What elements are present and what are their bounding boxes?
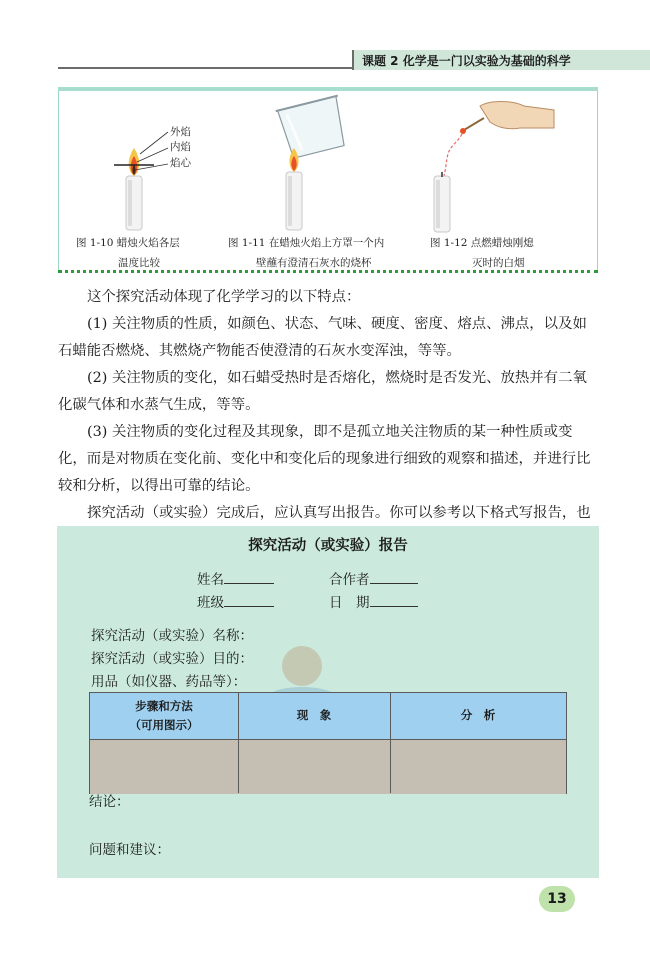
name-blank[interactable]: [224, 570, 274, 584]
fig-1-11-caption-line1: 图 1-11 在蜡烛火焰上方罩一个内: [228, 237, 385, 249]
fig-1-11-caption-line2: 壁蘸有澄清石灰水的烧杯: [256, 257, 372, 269]
date-blank[interactable]: [370, 593, 418, 607]
date-label: 日 期: [329, 595, 370, 611]
lesson-title: 课题 2 化学是一门以实验为基础的科学: [362, 53, 571, 68]
point-1-paragraph: (1) 关注物质的性质，如颜色、状态、气味、硬度、密度、熔点、沸点，以及如石蜡能否燃烧、其燃烧产物能否使澄清的石灰水变浑浊，等等。: [58, 316, 587, 359]
fig-1-12-caption-line1: 图 1-12 点燃蜡烛刚熄: [430, 237, 534, 249]
partner-field: [329, 568, 418, 588]
point-2-paragraph: (2) 关注物质的变化，如石蜡受热时是否熔化，燃烧时是否发光、放热并有二氧化碳气体和水蒸气生成，等等。: [58, 370, 587, 413]
body-text: [58, 284, 598, 554]
intro-paragraph: 这个探究活动体现了化学学习的以下特点：: [87, 289, 361, 305]
report-template: [57, 526, 599, 878]
fig-1-10-caption-line1: 图 1-10 蜡烛火焰各层: [76, 237, 180, 249]
fig-1-10-caption: [76, 233, 216, 273]
figure-panel-top-border: [58, 87, 598, 91]
partner-blank[interactable]: [370, 570, 418, 584]
lesson-header: [352, 50, 650, 70]
fig-1-11-beaker-illustration: [270, 94, 360, 234]
name-field: [197, 568, 274, 588]
page-number: 13: [539, 886, 575, 912]
class-blank[interactable]: [224, 593, 274, 607]
name-label: 姓名: [197, 572, 224, 588]
closing-paragraph: 探究活动（或实验）完成后，应认真写出报告。你可以参考以下格式写报告，也: [87, 505, 591, 521]
fig-1-10-label-core: 焰心: [170, 157, 191, 169]
fig-1-10-label-outer: 外焰: [170, 126, 191, 138]
point-3-paragraph: (3) 关注物质的变化过程及其现象，即不是孤立地关注物质的某一种性质或变化，而是对物质在变化前、变化中和变化后的现象进行细致的观察和描述，并进行比较和分析，以得出可靠的结论。: [58, 424, 591, 494]
table-header-steps: [90, 697, 238, 735]
partner-label: 合作者: [329, 572, 370, 588]
questions-label: 问题和建议：: [89, 842, 170, 858]
fig-1-12-caption-line2: 灭时的白烟: [472, 257, 525, 269]
fig-1-12-caption: [430, 233, 580, 273]
table-header-steps-line2: （可用图示）: [129, 718, 199, 732]
fig-1-10-label-middle: 内焰: [170, 141, 191, 153]
report-title: 探究活动（或实验）报告: [248, 538, 408, 554]
class-field: [197, 591, 274, 611]
report-table: [89, 692, 567, 794]
table-header-phenomenon: 现 象: [296, 708, 332, 722]
supplies-label: 用品（如仪器、药品等）：: [91, 674, 247, 690]
table-header-analysis: 分 析: [460, 708, 496, 722]
table-body-row[interactable]: [90, 739, 566, 794]
fig-1-12-match-illustration: [420, 96, 570, 236]
table-row-divider: [90, 739, 566, 740]
class-label: 班级: [197, 595, 224, 611]
date-field: [329, 591, 418, 611]
figure-separator: [58, 270, 598, 273]
conclusion-label: 结论：: [89, 794, 130, 810]
table-header-steps-line1: 步骤和方法: [135, 699, 193, 713]
fig-1-10-caption-line2: 温度比较: [118, 257, 160, 269]
activity-name-label: 探究活动（或实验）名称：: [91, 628, 253, 644]
activity-purpose-label: 探究活动（或实验）目的：: [91, 651, 253, 667]
fig-1-11-caption: [228, 233, 398, 273]
